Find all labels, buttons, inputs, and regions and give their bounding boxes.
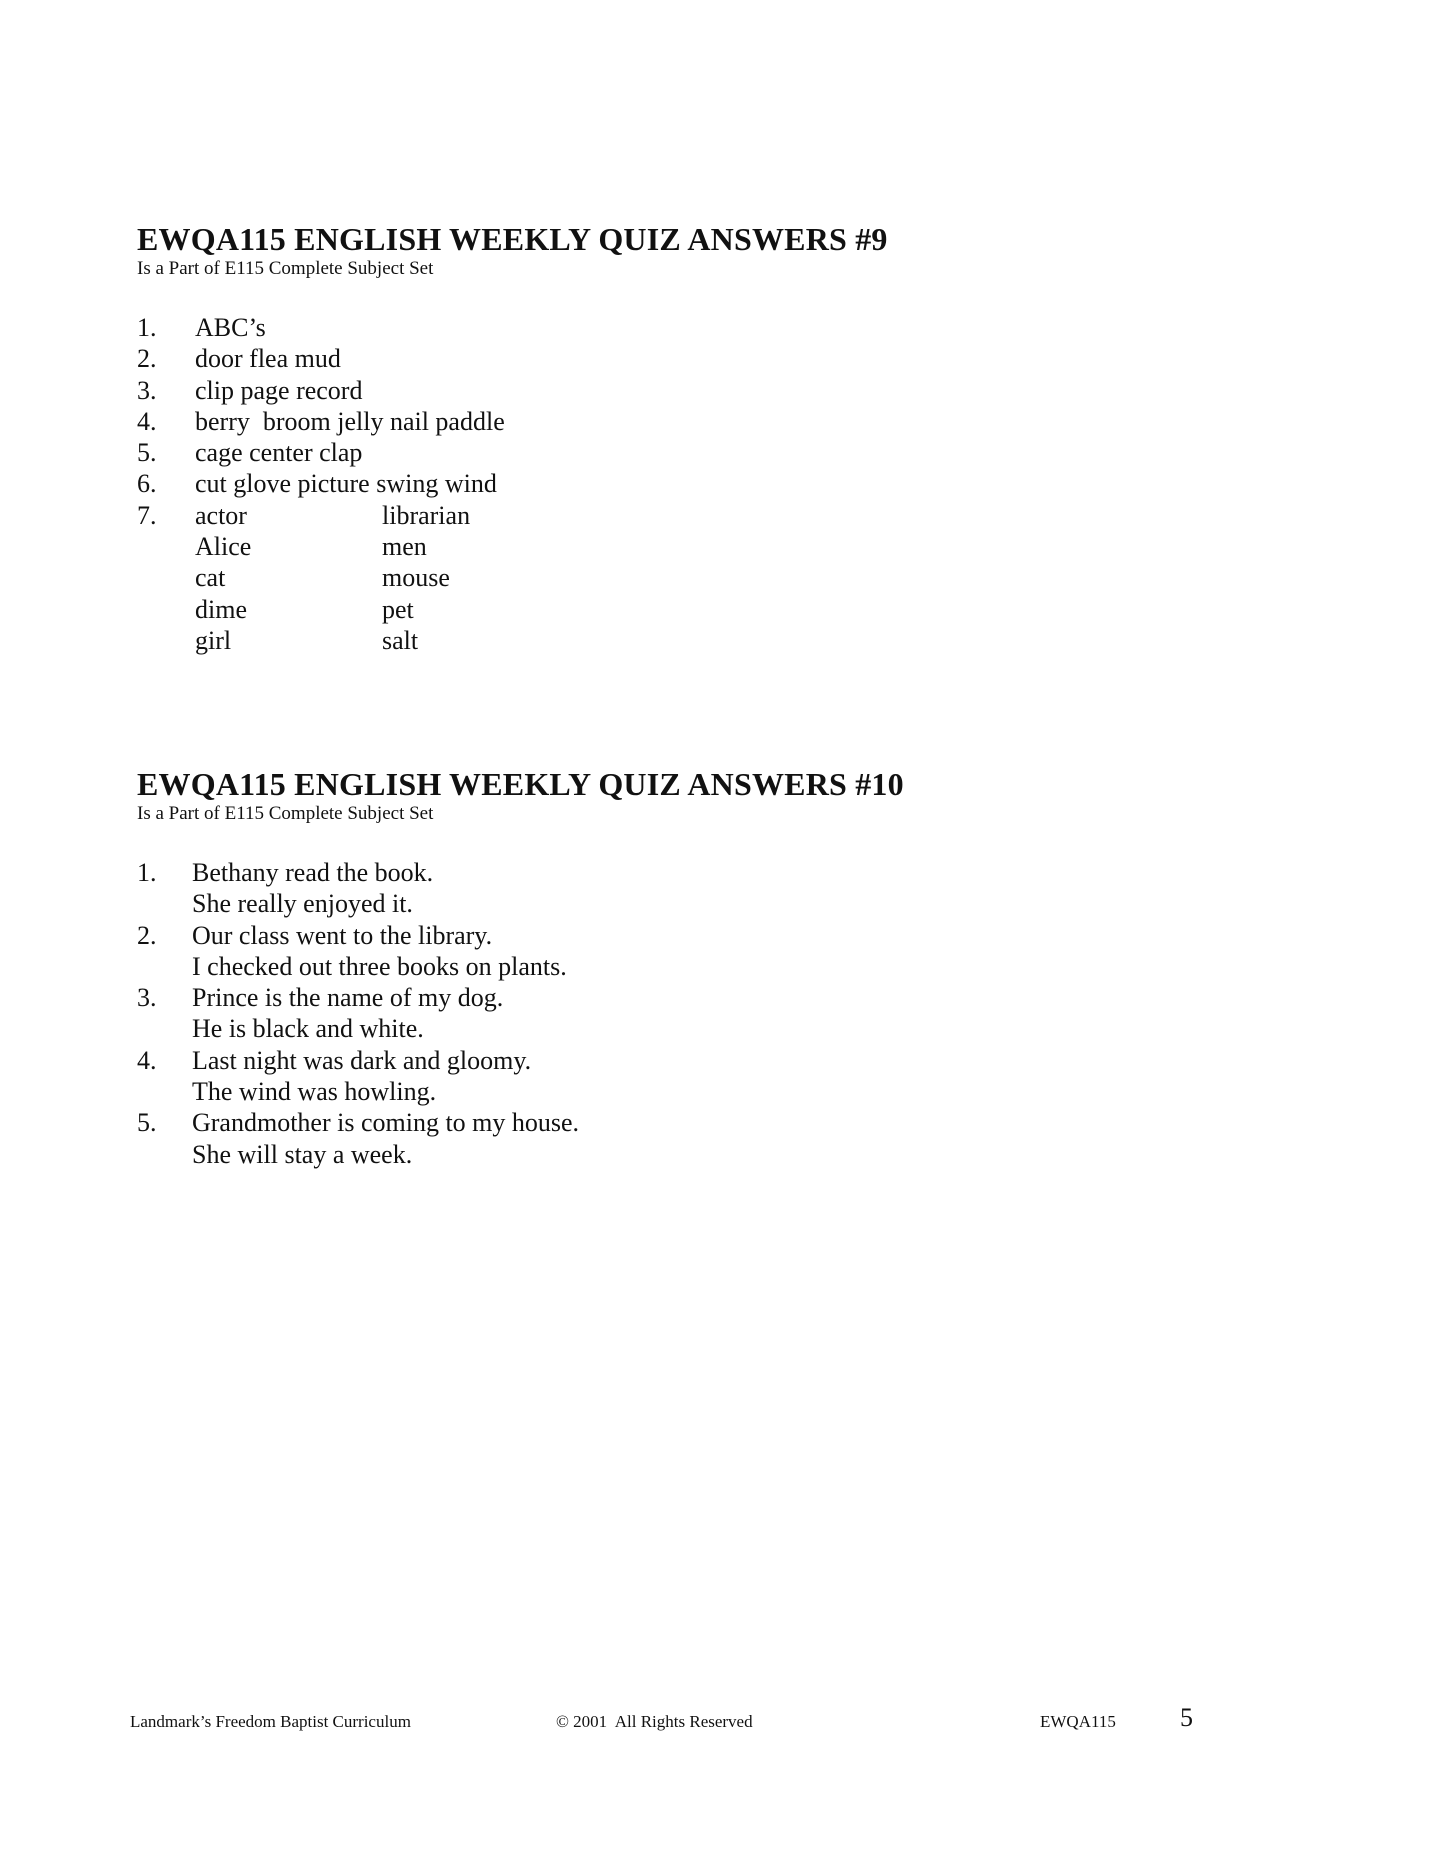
item-number: 3. — [137, 983, 157, 1013]
item-number: 6. — [137, 469, 157, 499]
item-text: berry broom jelly nail paddle — [195, 406, 505, 436]
quiz-answers-9-section — [137, 220, 888, 656]
word-left: dime — [195, 594, 247, 624]
sentence-line: Bethany read the book. — [192, 858, 434, 887]
list-item — [137, 468, 888, 499]
section-title: EWQA115 ENGLISH WEEKLY QUIZ ANSWERS #9 — [137, 221, 888, 257]
word-left: cat — [195, 563, 226, 593]
sentence-line: He is black and white. — [192, 1014, 424, 1044]
list-item — [137, 375, 888, 406]
quiz-answers-10-section — [137, 765, 904, 1170]
word-columns — [195, 500, 888, 656]
list-item — [137, 920, 904, 983]
word-right: mouse — [382, 563, 450, 593]
list-item — [137, 343, 888, 374]
item-number: 2. — [137, 344, 157, 374]
word-right: men — [382, 532, 427, 562]
item-text: cage center clap — [195, 438, 363, 468]
item-text: cut glove picture swing wind — [195, 469, 497, 499]
list-item — [137, 1045, 904, 1108]
section-subtitle: Is a Part of E115 Complete Subject Set — [137, 258, 434, 279]
word-right: salt — [382, 625, 419, 655]
sentence-line: Last night was dark and gloomy. — [192, 1045, 532, 1075]
list-item — [137, 982, 904, 1045]
list-item — [137, 406, 888, 437]
list-item — [137, 857, 904, 920]
sentence-line: The wind was howling. — [192, 1077, 437, 1107]
answer-list — [137, 312, 888, 656]
sentence-line: Prince is the name of my dog. — [192, 983, 504, 1013]
item-number: 1. — [137, 858, 157, 887]
answer-list — [137, 857, 904, 1170]
page-number: 5 — [1180, 1703, 1193, 1732]
list-item — [137, 1107, 904, 1170]
item-number: 4. — [137, 406, 157, 436]
section-subtitle: Is a Part of E115 Complete Subject Set — [137, 803, 434, 824]
sentence-line: I checked out three books on plants. — [192, 951, 567, 981]
item-number: 4. — [137, 1045, 157, 1075]
list-item — [137, 500, 888, 656]
item-text: ABC’s — [195, 313, 266, 342]
word-left: girl — [195, 625, 232, 655]
word-left: actor — [195, 500, 247, 530]
word-right: pet — [382, 594, 414, 624]
sentence-line: She really enjoyed it. — [192, 889, 413, 919]
item-number: 2. — [137, 920, 157, 950]
item-number: 5. — [137, 1108, 157, 1138]
sentence-line: Grandmother is coming to my house. — [192, 1108, 580, 1138]
item-text: clip page record — [195, 375, 363, 405]
item-text: door flea mud — [195, 344, 341, 374]
item-number: 5. — [137, 438, 157, 468]
list-item — [137, 312, 888, 343]
word-right: librarian — [382, 500, 471, 530]
sentence-line: Our class went to the library. — [192, 920, 493, 950]
item-number: 1. — [137, 313, 157, 342]
word-left: Alice — [195, 532, 252, 562]
item-number: 3. — [137, 375, 157, 405]
sentence-line: She will stay a week. — [192, 1139, 413, 1169]
section-title: EWQA115 ENGLISH WEEKLY QUIZ ANSWERS #10 — [137, 766, 904, 802]
item-number: 7. — [137, 500, 157, 530]
footer-publisher: Landmark’s Freedom Baptist Curriculum — [130, 1712, 411, 1731]
list-item — [137, 437, 888, 468]
footer-copyright: © 2001 All Rights Reserved — [556, 1712, 753, 1731]
footer-document-code: EWQA115 — [1040, 1712, 1116, 1731]
